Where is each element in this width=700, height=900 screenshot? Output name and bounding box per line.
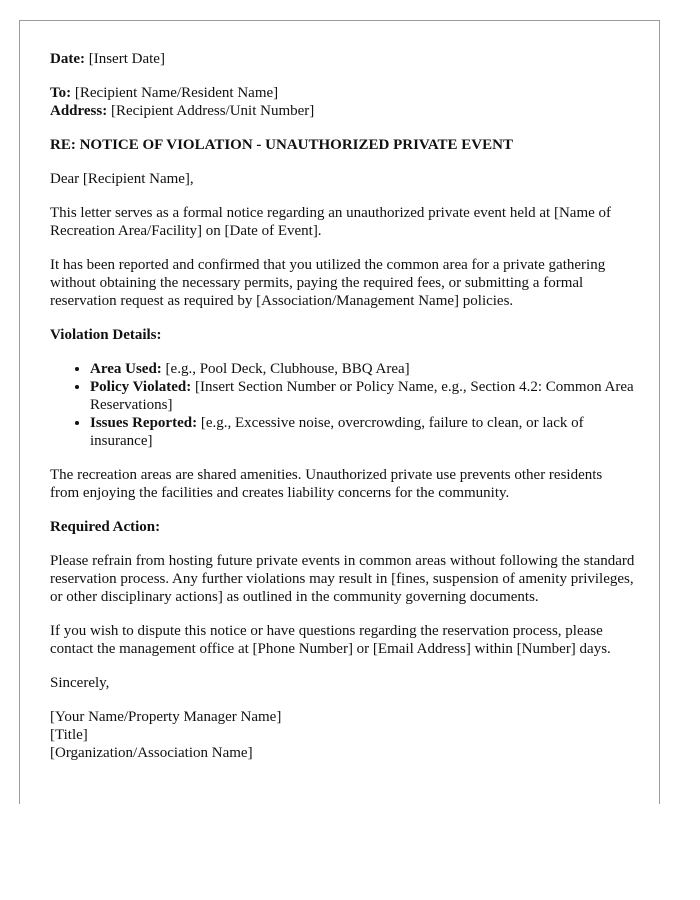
report-paragraph: It has been reported and confirmed that you utilized the common area for a private gathering without obtaining the necessary permits, paying the required fees, or submitting a formal reservation request as required by [Association/Management Name] policies. [50,257,606,309]
date-line [50,50,635,68]
signature-block [50,708,635,762]
list-item-policy-violated [90,378,635,414]
signer-organization: [Organization/Association Name] [50,745,253,761]
intro-paragraph: This letter serves as a formal notice regarding an unauthorized private event held at [Name of Recreation Area/Facility] on [Date of Event]. [50,205,612,239]
area-used-value: [e.g., Pool Deck, Clubhouse, BBQ Area] [165,361,410,377]
list-item-area-used [90,360,635,378]
to-value: [Recipient Name/Resident Name] [74,85,279,101]
letter-content [50,50,635,762]
policy-violated-label: Policy Violated: [90,379,192,395]
list-item-issues-reported [90,414,635,450]
signer-title: [Title] [50,727,88,743]
dispute-paragraph: If you wish to dispute this notice or have questions regarding the reservation process, please contact the management office at [Phone Number] or [Email Address] within [Number] days. [50,623,611,657]
signer-name: [Your Name/Property Manager Name] [50,709,282,725]
issues-reported-label: Issues Reported: [90,415,198,431]
to-line [50,84,635,102]
date-label: Date: [50,51,85,67]
violation-details-list [50,360,635,450]
amenities-paragraph: The recreation areas are shared amenities. Unauthorized private use prevents other residents from enjoying the facilities and creates liability concerns for the community. [50,467,603,501]
letter-page [19,20,660,804]
issues-reported-value: [e.g., Excessive noise, overcrowding, failure to clean, or lack of insurance] [90,415,584,449]
address-label: Address: [50,103,108,119]
address-value: [Recipient Address/Unit Number] [110,103,315,119]
to-label: To: [50,85,72,101]
subject-line: RE: NOTICE OF VIOLATION - UNAUTHORIZED PRIVATE EVENT [50,137,513,153]
date-value: [Insert Date] [88,51,165,67]
sign-off: Sincerely, [50,675,110,691]
address-line [50,102,635,120]
policy-violated-value: [Insert Section Number or Policy Name, e.g., Section 4.2: Common Area Reservations] [90,379,634,413]
area-used-label: Area Used: [90,361,162,377]
violation-details-heading: Violation Details: [50,327,162,343]
required-action-heading: Required Action: [50,519,161,535]
salutation: Dear [Recipient Name], [50,171,194,187]
action-paragraph: Please refrain from hosting future private events in common areas without following the standard reservation process. Any further violations may result in [fines, suspension of amenity privileges, or other disciplinary actions] as outlined in the community governing documents. [50,553,635,605]
